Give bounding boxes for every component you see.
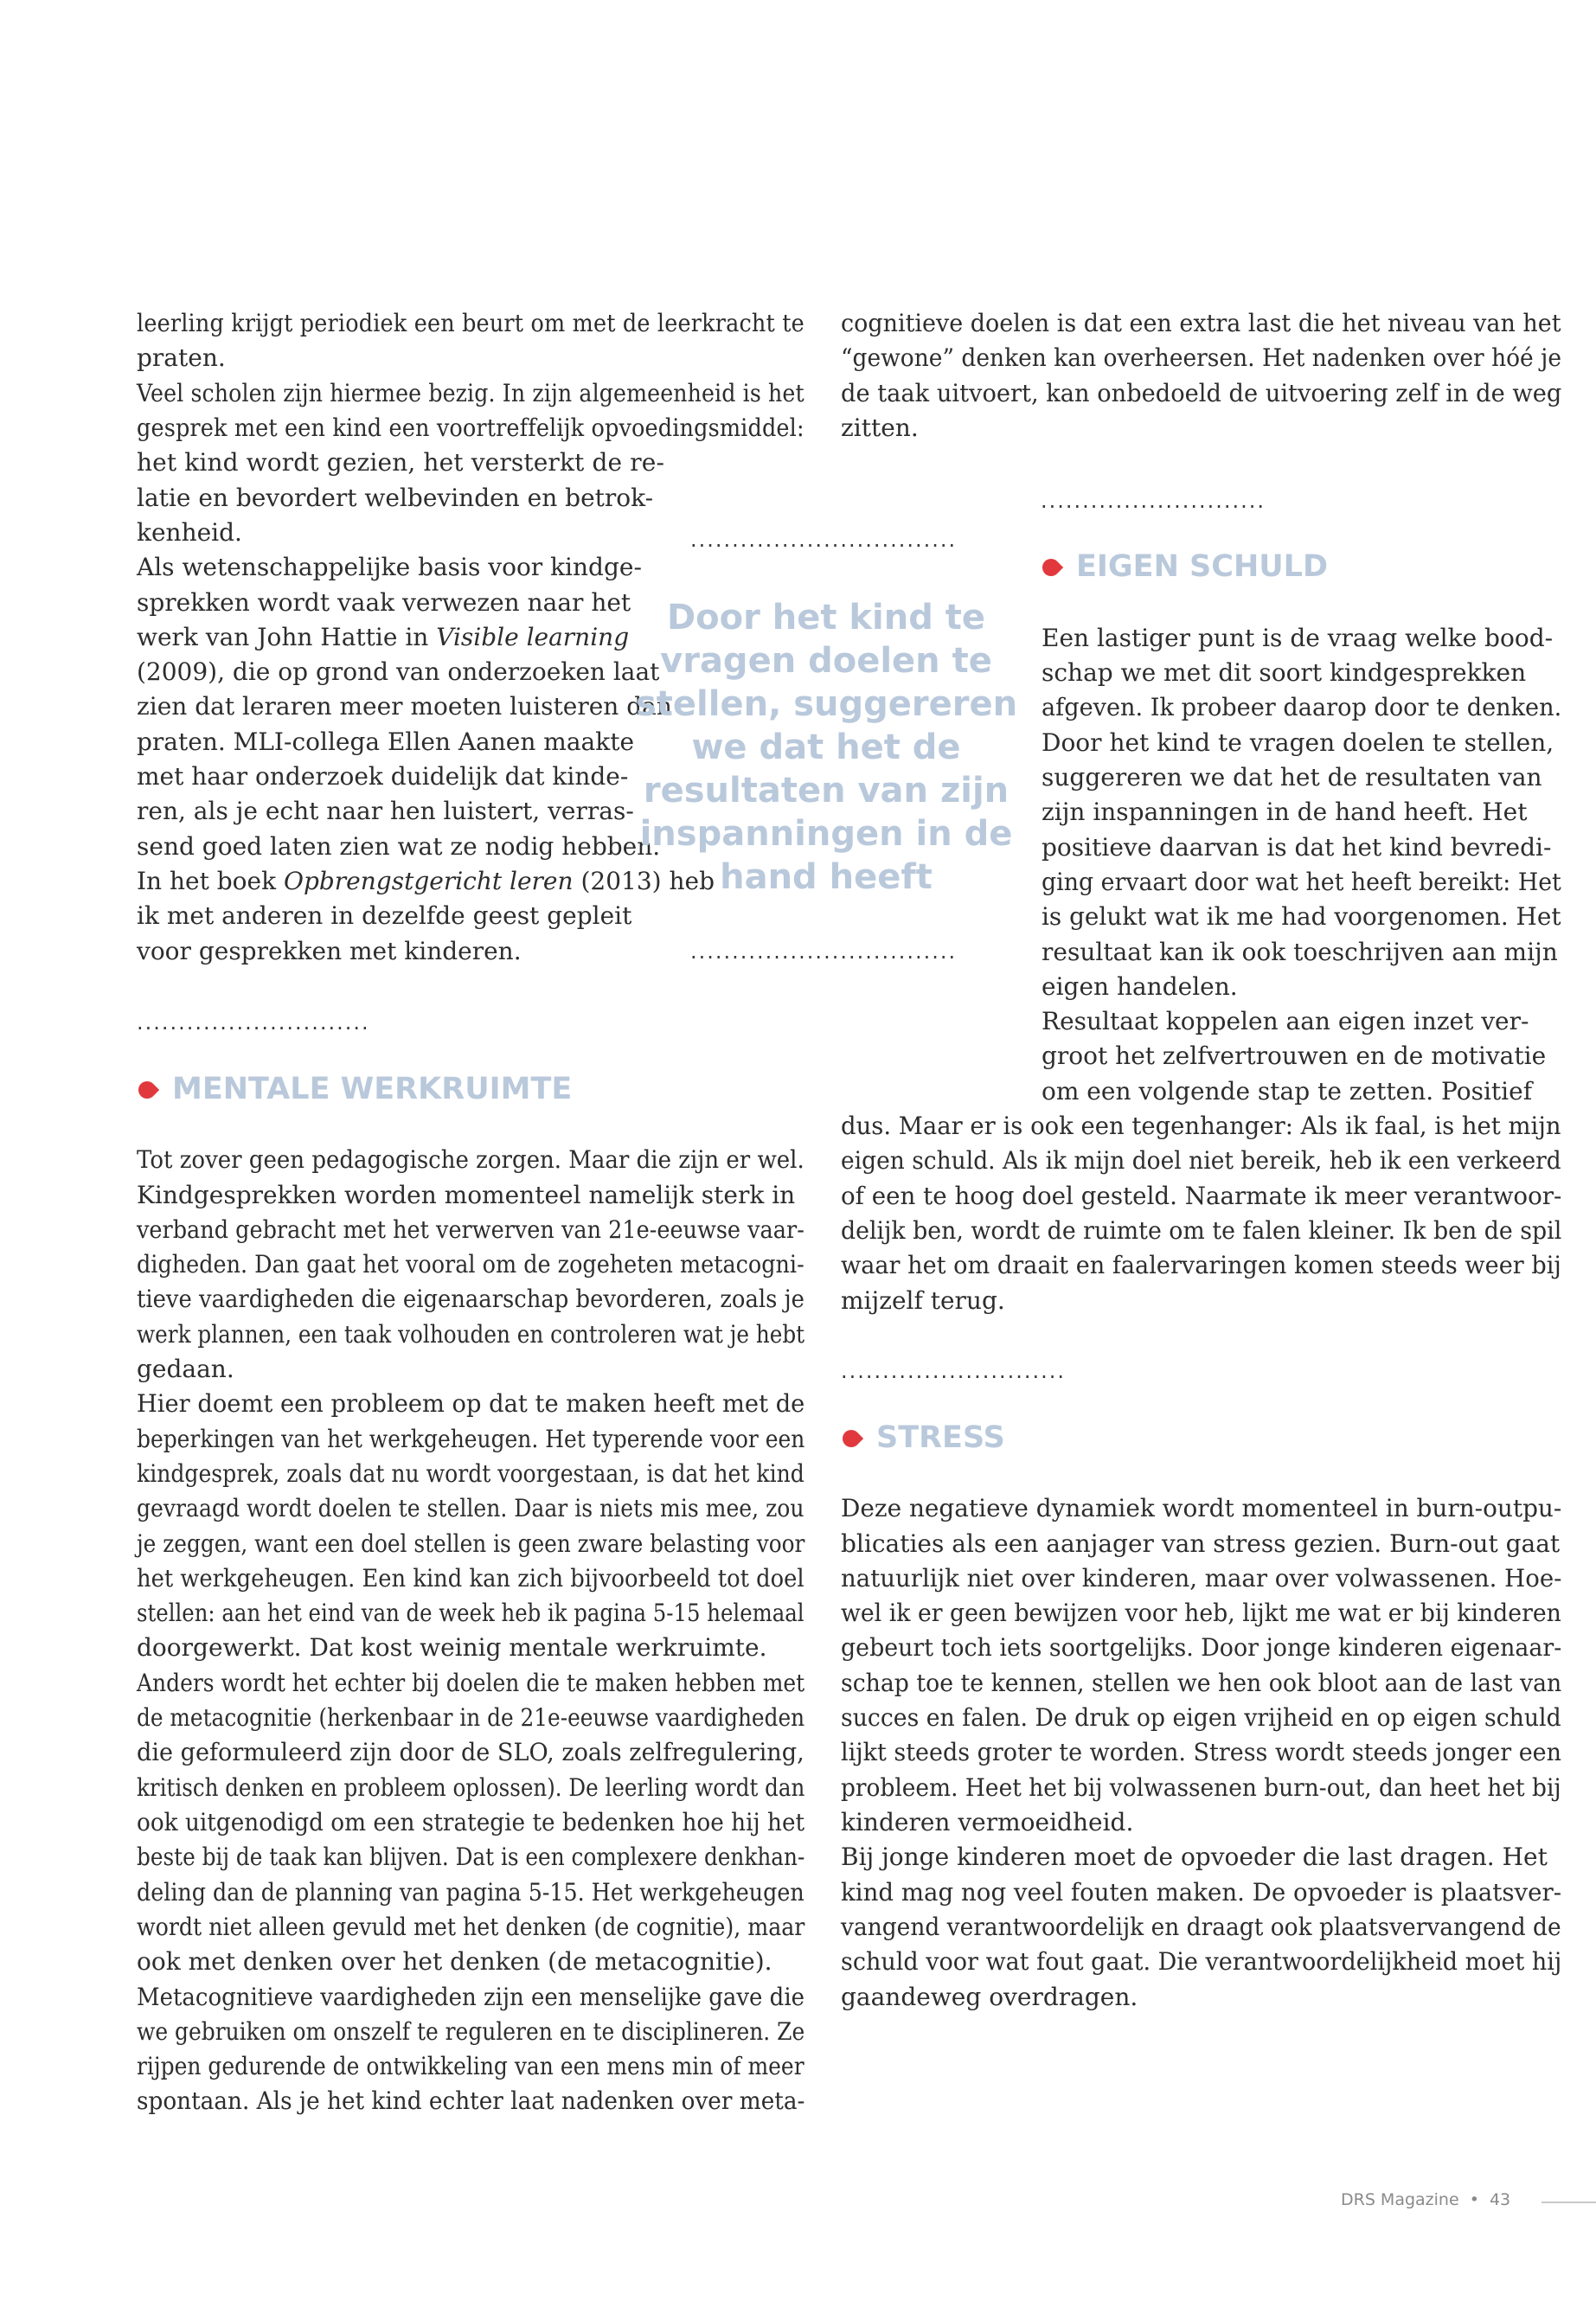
bullet-icon bbox=[839, 1426, 863, 1451]
text-line: Veel scholen zijn hiermee bezig. In zijn algemeenheid is het bbox=[137, 379, 804, 407]
text-line: probleem. Heet het bij volwassenen burn-out, dan heet het bij bbox=[841, 1773, 1561, 1802]
text-line: groot het zelfvertrouwen en de motivatie bbox=[1042, 1042, 1547, 1070]
text-line: vangend verantwoordelijk en draagt ook plaatsvervangend de bbox=[841, 1913, 1561, 1941]
text-line: ging ervaart door wat het heeft bereikt: Het bbox=[1042, 868, 1561, 896]
page-number: 43 bbox=[1489, 2190, 1511, 2209]
text-line: eigen handelen. bbox=[1042, 972, 1238, 1001]
text-line: praten. bbox=[137, 343, 226, 372]
text-line: Metacognitieve vaardigheden zijn een menselijke gave die bbox=[137, 1983, 805, 2011]
text-line: delijk ben, wordt de ruimte om te falen kleiner. Ik ben de spil bbox=[841, 1216, 1562, 1245]
quote-line: Door het kind te bbox=[666, 598, 986, 638]
text-line: Door het kind te vragen doelen te stellen, bbox=[1042, 728, 1554, 757]
text-line: rijpen gedurende de ontwikkeling van een mens min of meer bbox=[137, 2052, 804, 2080]
section-divider: ............................ bbox=[137, 1010, 370, 1035]
quote-divider-bottom: ................................ bbox=[690, 939, 958, 964]
text-line: kind mag nog veel fouten maken. De opvoeder is plaatsver- bbox=[841, 1878, 1562, 1907]
text-line: Hier doemt een probleem op dat te maken heeft met de bbox=[137, 1389, 805, 1418]
text-line: we gebruiken om onszelf te reguleren en te disciplineren. Ze bbox=[137, 2017, 805, 2046]
bullet-icon bbox=[1039, 555, 1063, 580]
text-line: kenheid. bbox=[137, 518, 242, 547]
book-title: Opbrengstgericht leren bbox=[283, 867, 574, 895]
text-line: zijn inspanningen in de hand heeft. Het bbox=[1042, 798, 1528, 826]
bullet-icon bbox=[135, 1078, 159, 1102]
text-line: beperkingen van het werkgeheugen. Het typerende voor een bbox=[137, 1425, 805, 1453]
text-line: de taak uitvoert, kan onbedoeld de uitvoering zelf in de weg bbox=[841, 379, 1562, 407]
text-line: het werkgeheugen. Een kind kan zich bijvoorbeeld tot doel bbox=[137, 1564, 804, 1593]
text-line: resultaat kan ik ook toeschrijven aan mijn bbox=[1042, 938, 1558, 966]
text-line bbox=[137, 620, 629, 655]
text-line: positieve daarvan is dat het kind bevredi- bbox=[1042, 833, 1552, 862]
text-line: ren, als je echt naar hen luistert, verras- bbox=[137, 797, 634, 825]
text-line: het kind wordt gezien, het versterkt de re- bbox=[137, 448, 665, 477]
text-span: In het boek bbox=[137, 867, 277, 895]
text-line: gevraagd wordt doelen te stellen. Daar is niets mis mee, zou bbox=[137, 1494, 804, 1522]
text-line: Anders wordt het echter bij doelen die te maken hebben met bbox=[137, 1669, 805, 1697]
text-line: blicaties als een aanjager van stress gezien. Burn-out gaat bbox=[841, 1529, 1561, 1558]
text-span: (2013) heb bbox=[580, 867, 715, 895]
text-line: cognitieve doelen is dat een extra last die het niveau van het bbox=[841, 309, 1561, 337]
text-line: spontaan. Als je het kind echter laat nadenken over meta- bbox=[137, 2086, 805, 2115]
text-line: ook met denken over het denken (de metacognitie). bbox=[137, 1947, 772, 1976]
text-line: deling dan de planning van pagina 5-15. Het werkgeheugen bbox=[137, 1878, 804, 1907]
text-line: ook uitgenodigd om een strategie te bedenken hoe hij het bbox=[137, 1808, 805, 1836]
text-line: praten. MLI-collega Ellen Aanen maakte bbox=[137, 727, 635, 756]
text-line: tieve vaardigheden die eigenaarschap bevorderen, zoals je bbox=[137, 1285, 804, 1313]
text-line: de metacognitie (herkenbaar in de 21e-eeuwse vaardigheden bbox=[137, 1703, 805, 1732]
text-line: is gelukt wat ik me had voorgenomen. Het bbox=[1042, 902, 1561, 931]
quote-line: hand heeft bbox=[720, 857, 933, 897]
text-line: stellen: aan het eind van de week heb ik pagina 5-15 helemaal bbox=[137, 1599, 804, 1627]
text-line: doorgewerkt. Dat kost weinig mentale werkruimte. bbox=[137, 1633, 767, 1662]
text-line: werk plannen, een taak volhouden en controleren wat je hebt bbox=[137, 1320, 805, 1349]
text-line: zien dat leraren meer moeten luisteren dan bbox=[137, 692, 672, 721]
text-line: wel ik er geen bewijzen voor heb, lijkt me wat er bij kinderen bbox=[841, 1599, 1561, 1627]
text-line: digheden. Dan gaat het vooral om de zogeheten metacogni- bbox=[137, 1250, 804, 1279]
quote-line: inspanningen in de bbox=[639, 814, 1013, 854]
text-line: gesprek met een kind een voortreffelijk opvoedingsmiddel: bbox=[137, 413, 804, 442]
text-line: Tot zover geen pedagogische zorgen. Maar die zijn er wel. bbox=[137, 1145, 804, 1174]
text-span: werk van John Hattie in bbox=[137, 623, 429, 651]
footer-separator: • bbox=[1469, 2190, 1479, 2209]
quote-line: resultaten van zijn bbox=[643, 771, 1010, 811]
text-line: eigen schuld. Als ik mijn doel niet bereik, heb ik een verkeerd bbox=[841, 1146, 1561, 1175]
section-heading: EIGEN SCHULD bbox=[1076, 549, 1329, 584]
text-line: kinderen vermoeidheid. bbox=[841, 1808, 1134, 1836]
text-line: suggereren we dat het de resultaten van bbox=[1042, 763, 1542, 792]
text-line: mijzelf terug. bbox=[841, 1286, 1005, 1315]
text-line: afgeven. Ik probeer daarop door te denken. bbox=[1042, 693, 1562, 721]
text-line: Als wetenschappelijke basis voor kindge- bbox=[137, 553, 642, 581]
magazine-name: DRS Magazine bbox=[1341, 2190, 1459, 2209]
text-line: dus. Maar er is ook een tegenhanger: Als ik faal, is het mijn bbox=[841, 1112, 1561, 1140]
quote-line: vragen doelen te bbox=[660, 641, 992, 681]
text-line: verband gebracht met het verwerven van 21e-eeuwse vaar- bbox=[137, 1215, 804, 1244]
text-line: kindgesprek, zoals dat nu wordt voorgestaan, is dat het kind bbox=[137, 1459, 804, 1488]
text-line: of een te hoog doel gesteld. Naarmate ik meer verantwoor- bbox=[841, 1182, 1562, 1210]
text-line: schap toe te kennen, stellen we hen ook bloot aan de last van bbox=[841, 1669, 1562, 1697]
text-line: “gewone” denken kan overheersen. Het nadenken over hóé je bbox=[841, 343, 1562, 372]
text-line: gedaan. bbox=[137, 1355, 234, 1383]
footer-rule bbox=[1542, 2202, 1596, 2203]
text-line: kritisch denken en probleem oplossen). De leerling wordt dan bbox=[137, 1773, 805, 1802]
text-line: Kindgesprekken worden momenteel namelijk sterk in bbox=[137, 1181, 796, 1209]
text-line: met haar onderzoek duidelijk dat kinde- bbox=[137, 762, 629, 791]
quote-divider-top: ................................ bbox=[690, 528, 958, 552]
page-footer bbox=[1341, 2190, 1510, 2209]
text-line: ik met anderen in dezelfde geest gepleit bbox=[137, 901, 632, 930]
text-line: Bij jonge kinderen moet de opvoeder die last dragen. Het bbox=[841, 1843, 1548, 1871]
text-line: die geformuleerd zijn door de SLO, zoals zelfregulering, bbox=[137, 1738, 804, 1766]
text-line: leerling krijgt periodiek een beurt om met de leerkracht te bbox=[137, 309, 804, 337]
text-line: beste bij de taak kan blijven. Dat is een complexere denkhan- bbox=[137, 1843, 805, 1871]
section-divider: ........................... bbox=[841, 1359, 1066, 1383]
section-heading: MENTALE WERKRUIMTE bbox=[172, 1072, 573, 1106]
text-line: Deze negatieve dynamiek wordt momenteel in burn-outpu- bbox=[841, 1494, 1562, 1522]
text-line: zitten. bbox=[841, 413, 919, 442]
text-line: (2009), die op grond van onderzoeken laat bbox=[137, 657, 660, 686]
text-line: succes en falen. De druk op eigen vrijheid en op eigen schuld bbox=[841, 1703, 1561, 1732]
text-line: waar het om draait en faalervaringen komen steeds weer bij bbox=[841, 1251, 1561, 1279]
text-line: gaandeweg overdragen. bbox=[841, 1983, 1138, 2011]
text-line: gebeurt toch iets soortgelijks. Door jonge kinderen eigenaar- bbox=[841, 1633, 1562, 1662]
book-title: Visible learning bbox=[436, 623, 630, 651]
text-line: latie en bevordert welbevinden en betrok- bbox=[137, 484, 654, 512]
text-line: send goed laten zien wat ze nodig hebben. bbox=[137, 832, 661, 861]
section-divider: ........................... bbox=[1041, 489, 1266, 513]
section-heading: STRESS bbox=[876, 1420, 1005, 1455]
text-line: wordt niet alleen gevuld met het denken (de cognitie), maar bbox=[137, 1913, 805, 1941]
text-line: lijkt steeds groter te worden. Stress wordt steeds jonger een bbox=[841, 1738, 1561, 1766]
text-line: Een lastiger punt is de vraag welke bood- bbox=[1042, 624, 1554, 652]
text-line: schap we met dit soort kindgesprekken bbox=[1042, 658, 1527, 687]
text-line: om een volgende stap te zetten. Positief bbox=[1042, 1077, 1533, 1106]
text-line bbox=[137, 864, 715, 899]
text-line: schuld voor wat fout gaat. Die verantwoordelijkheid moet hij bbox=[841, 1947, 1562, 1976]
text-line: je zeggen, want een doel stellen is geen zware belasting voor bbox=[137, 1529, 805, 1558]
text-line: voor gesprekken met kinderen. bbox=[137, 937, 522, 965]
quote-line: stellen, suggereren bbox=[636, 684, 1018, 724]
text-line: sprekken wordt vaak verwezen naar het bbox=[137, 588, 631, 617]
text-line: natuurlijk niet over kinderen, maar over volwassenen. Hoe- bbox=[841, 1564, 1562, 1593]
text-line: Resultaat koppelen aan eigen inzet ver- bbox=[1042, 1007, 1529, 1035]
quote-line: we dat het de bbox=[691, 727, 961, 767]
